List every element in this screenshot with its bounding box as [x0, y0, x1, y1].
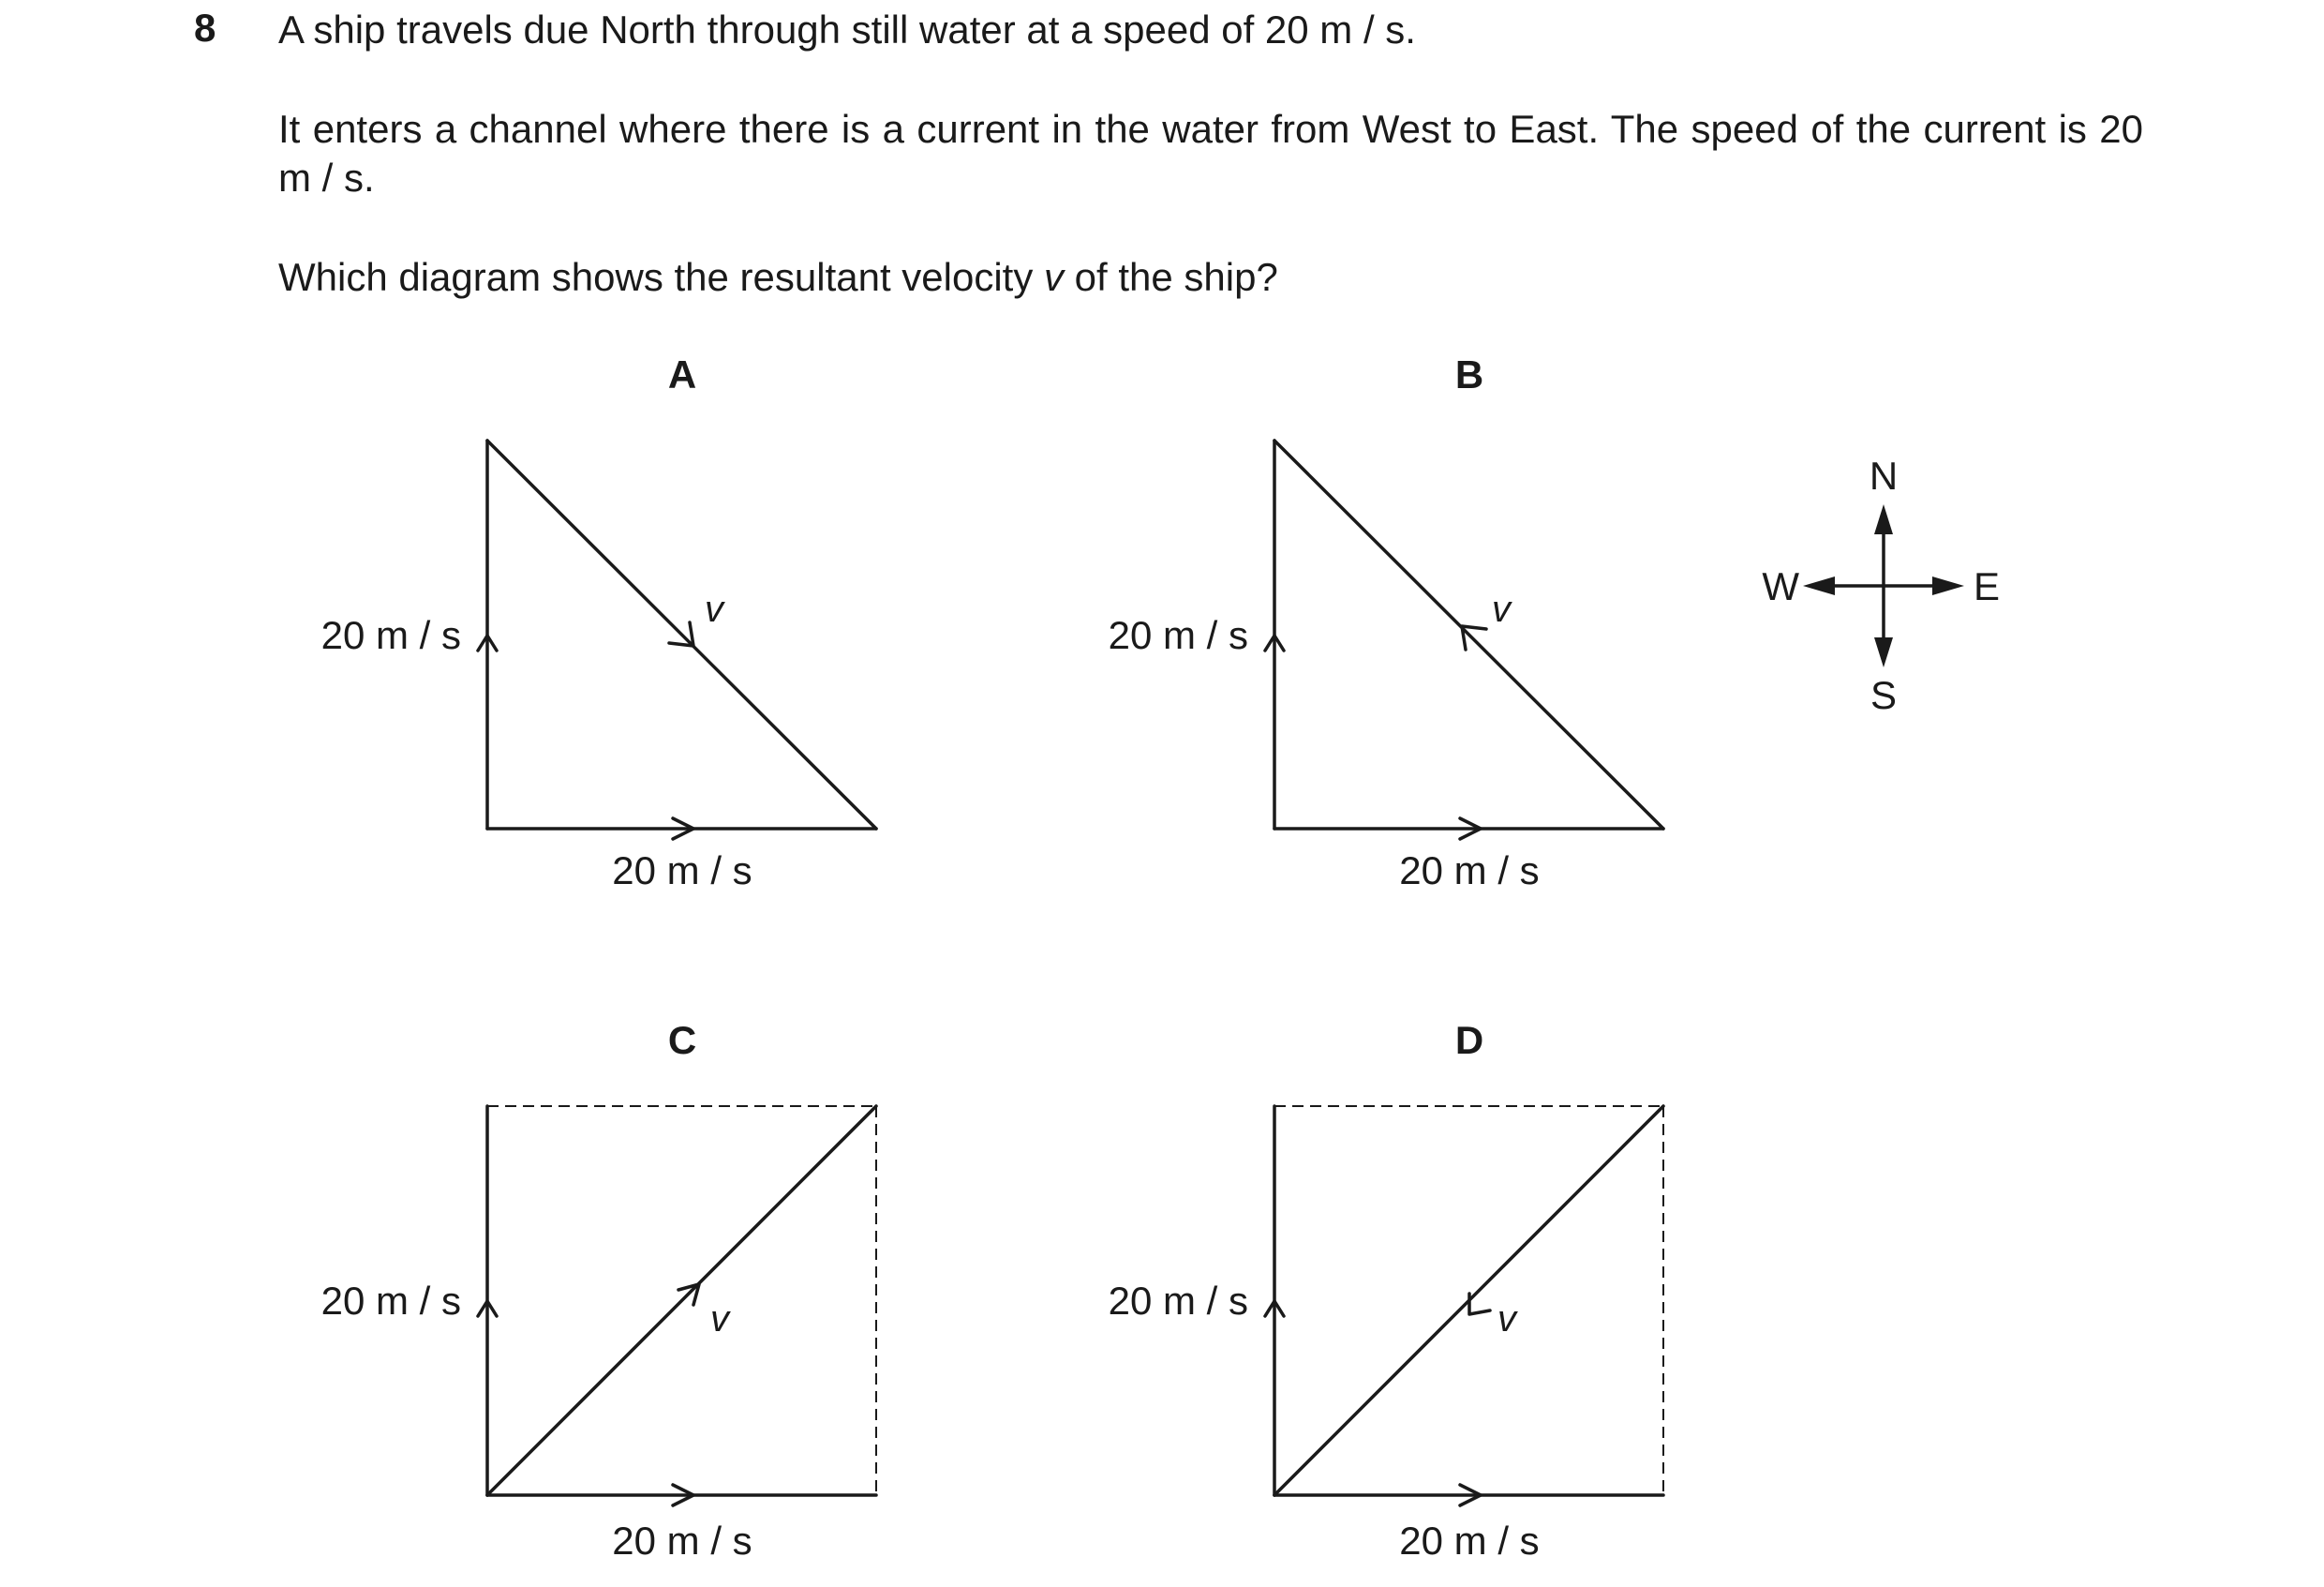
- option-b-east-label: 20 m / s: [1399, 848, 1540, 892]
- option-c-resultant-vector: [487, 1106, 876, 1495]
- option-a-diagram: [321, 352, 876, 892]
- option-a-north-label: 20 m / s: [320, 613, 461, 657]
- compass-east-label: E: [1974, 564, 2001, 608]
- option-c-east-label: 20 m / s: [612, 1519, 752, 1563]
- prompt-variable: v: [1044, 255, 1065, 299]
- option-d-east-label: 20 m / s: [1399, 1519, 1540, 1563]
- prompt-text-before: Which diagram shows the resultant velocity: [278, 255, 1045, 299]
- option-d-label: D: [1454, 1018, 1484, 1062]
- option-d-north-label: 20 m / s: [1108, 1279, 1248, 1323]
- compass-north-label: N: [1869, 454, 1899, 498]
- option-c-v-label: v: [710, 1298, 729, 1340]
- option-a-resultant-vector: [487, 441, 876, 829]
- option-b-label: B: [1454, 352, 1484, 397]
- option-d-v-label: v: [1497, 1298, 1516, 1340]
- option-c-diagram: [321, 1018, 876, 1563]
- option-b-diagram: [1109, 352, 1663, 892]
- compass-east-arrowhead: [1932, 576, 1964, 595]
- compass-west-label: W: [1762, 564, 1799, 608]
- question-statement: A ship travels due North through still water at a speed of 20 m / s.: [278, 7, 1416, 52]
- option-c-label: C: [667, 1018, 697, 1062]
- option-b-v-label: v: [1492, 589, 1511, 630]
- option-a-v-label: v: [705, 589, 723, 630]
- option-c-north-label: 20 m / s: [320, 1279, 461, 1323]
- option-d-diagram: [1109, 1018, 1663, 1563]
- option-a-label: A: [667, 352, 697, 397]
- compass-north-arrowhead: [1874, 504, 1893, 534]
- question-number: 8: [194, 6, 216, 50]
- compass-south-label: S: [1870, 673, 1898, 717]
- compass-west-arrowhead: [1803, 576, 1835, 595]
- compass-south-arrowhead: [1874, 637, 1893, 667]
- prompt-text-after: of the ship?: [1064, 255, 1278, 299]
- question-context: It enters a channel where there is a current in the water from West to East. The speed of the current is 20 m / s.: [278, 107, 2143, 200]
- option-b-north-label: 20 m / s: [1108, 613, 1248, 657]
- compass-rose: [1762, 454, 2000, 717]
- option-a-east-label: 20 m / s: [612, 848, 752, 892]
- option-b-resultant-vector: [1274, 441, 1663, 829]
